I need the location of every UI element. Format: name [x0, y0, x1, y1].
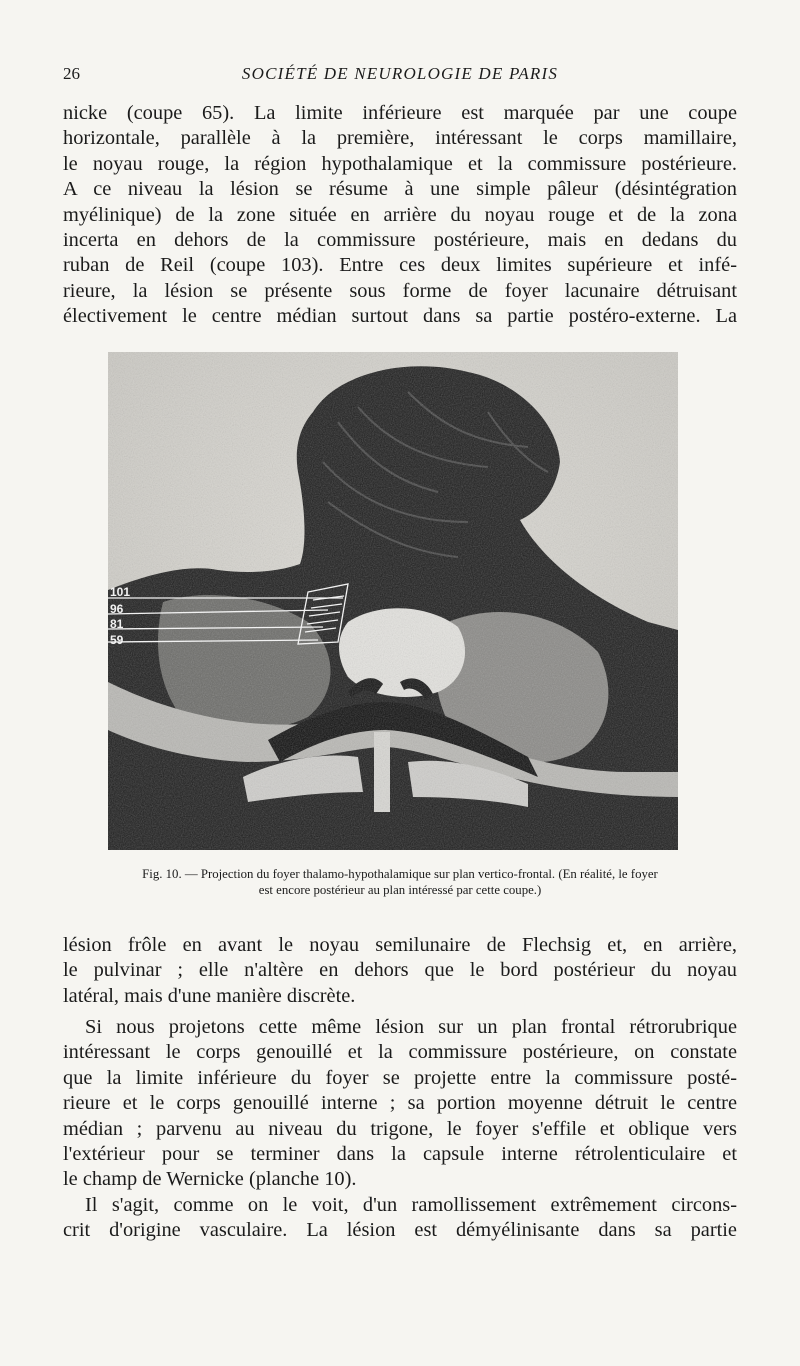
paragraph-3	[63, 1015, 737, 1193]
caption-line: Fig. 10. — Projection du foyer thalamo-hypothalamique sur plan vertico-frontal. (En réalité, le foyer	[142, 867, 658, 881]
page-number: 26	[63, 64, 80, 83]
text-line: Il s'agit, comme on le voit, d'un ramollissement extrêmement circons-	[85, 1194, 737, 1216]
text-line: intéressant le corps genouillé et la commissure postérieure, on constate	[63, 1041, 737, 1064]
text-line: rieure et le corps genouillé interne ; sa portion moyenne détruit le centre	[63, 1092, 737, 1115]
text-line: latéral, mais d'une manière discrète.	[63, 984, 356, 1007]
text-line: que la limite inférieure du foyer se projette entre la commissure posté-	[63, 1066, 737, 1089]
text-line: Si nous projetons cette même lésion sur un plan frontal rétrorubrique	[85, 1016, 737, 1038]
label-59: 59	[110, 633, 124, 647]
text-line: horizontale, parallèle à la première, intéressant le corps mamillaire,	[63, 127, 737, 150]
text-line: crit d'origine vasculaire. La lésion est démyélinisante dans sa partie	[63, 1219, 737, 1242]
running-title: SOCIÉTÉ DE NEUROLOGIE DE PARIS	[241, 64, 559, 83]
text-line: rieure, la lésion se présente sous forme de foyer lacunaire détruisant	[63, 279, 737, 302]
text-line: médian ; parvenu au niveau du trigone, le foyer s'effile et oblique vers	[63, 1117, 737, 1140]
text-line: ruban de Reil (coupe 103). Entre ces deux limites supérieure et infé-	[63, 254, 737, 277]
running-header	[63, 64, 737, 90]
text-line: le pulvinar ; elle n'altère en dehors que le bord postérieur du noyau	[63, 959, 737, 982]
text-line: nicke (coupe 65). La limite inférieure est marquée par une coupe	[63, 102, 737, 124]
text-line: A ce niveau la lésion se résume à une simple pâleur (désintégration	[63, 178, 737, 201]
text-line: le noyau rouge, la région hypothalamique et la commissure postérieure.	[63, 152, 737, 175]
paragraph-2	[63, 933, 737, 1009]
text-line: le champ de Wernicke (planche 10).	[63, 1168, 357, 1191]
label-81: 81	[110, 617, 124, 631]
label-96: 96	[110, 602, 124, 616]
text-line: l'extérieur pour se terminer dans la capsule interne rétrolenticulaire et	[63, 1143, 737, 1166]
caption-line: est encore postérieur au plan intéressé par cette coupe.)	[258, 883, 542, 897]
figure-caption	[63, 866, 737, 898]
label-101: 101	[110, 585, 131, 599]
paragraph-1	[63, 101, 737, 330]
text-line: électivement le centre médian surtout dans sa partie postéro-externe. La	[63, 305, 737, 328]
brain-section-figure	[108, 352, 678, 850]
brain-section-photo	[108, 352, 678, 850]
paragraph-4	[63, 1193, 737, 1244]
text-line: incerta en dehors de la commissure postérieure, mais en dedans du	[63, 229, 737, 252]
text-line: myélinique) de la zone située en arrière du noyau rouge et de la zona	[63, 203, 737, 226]
text-line: lésion frôle en avant le noyau semilunaire de Flechsig et, en arrière,	[63, 934, 737, 956]
